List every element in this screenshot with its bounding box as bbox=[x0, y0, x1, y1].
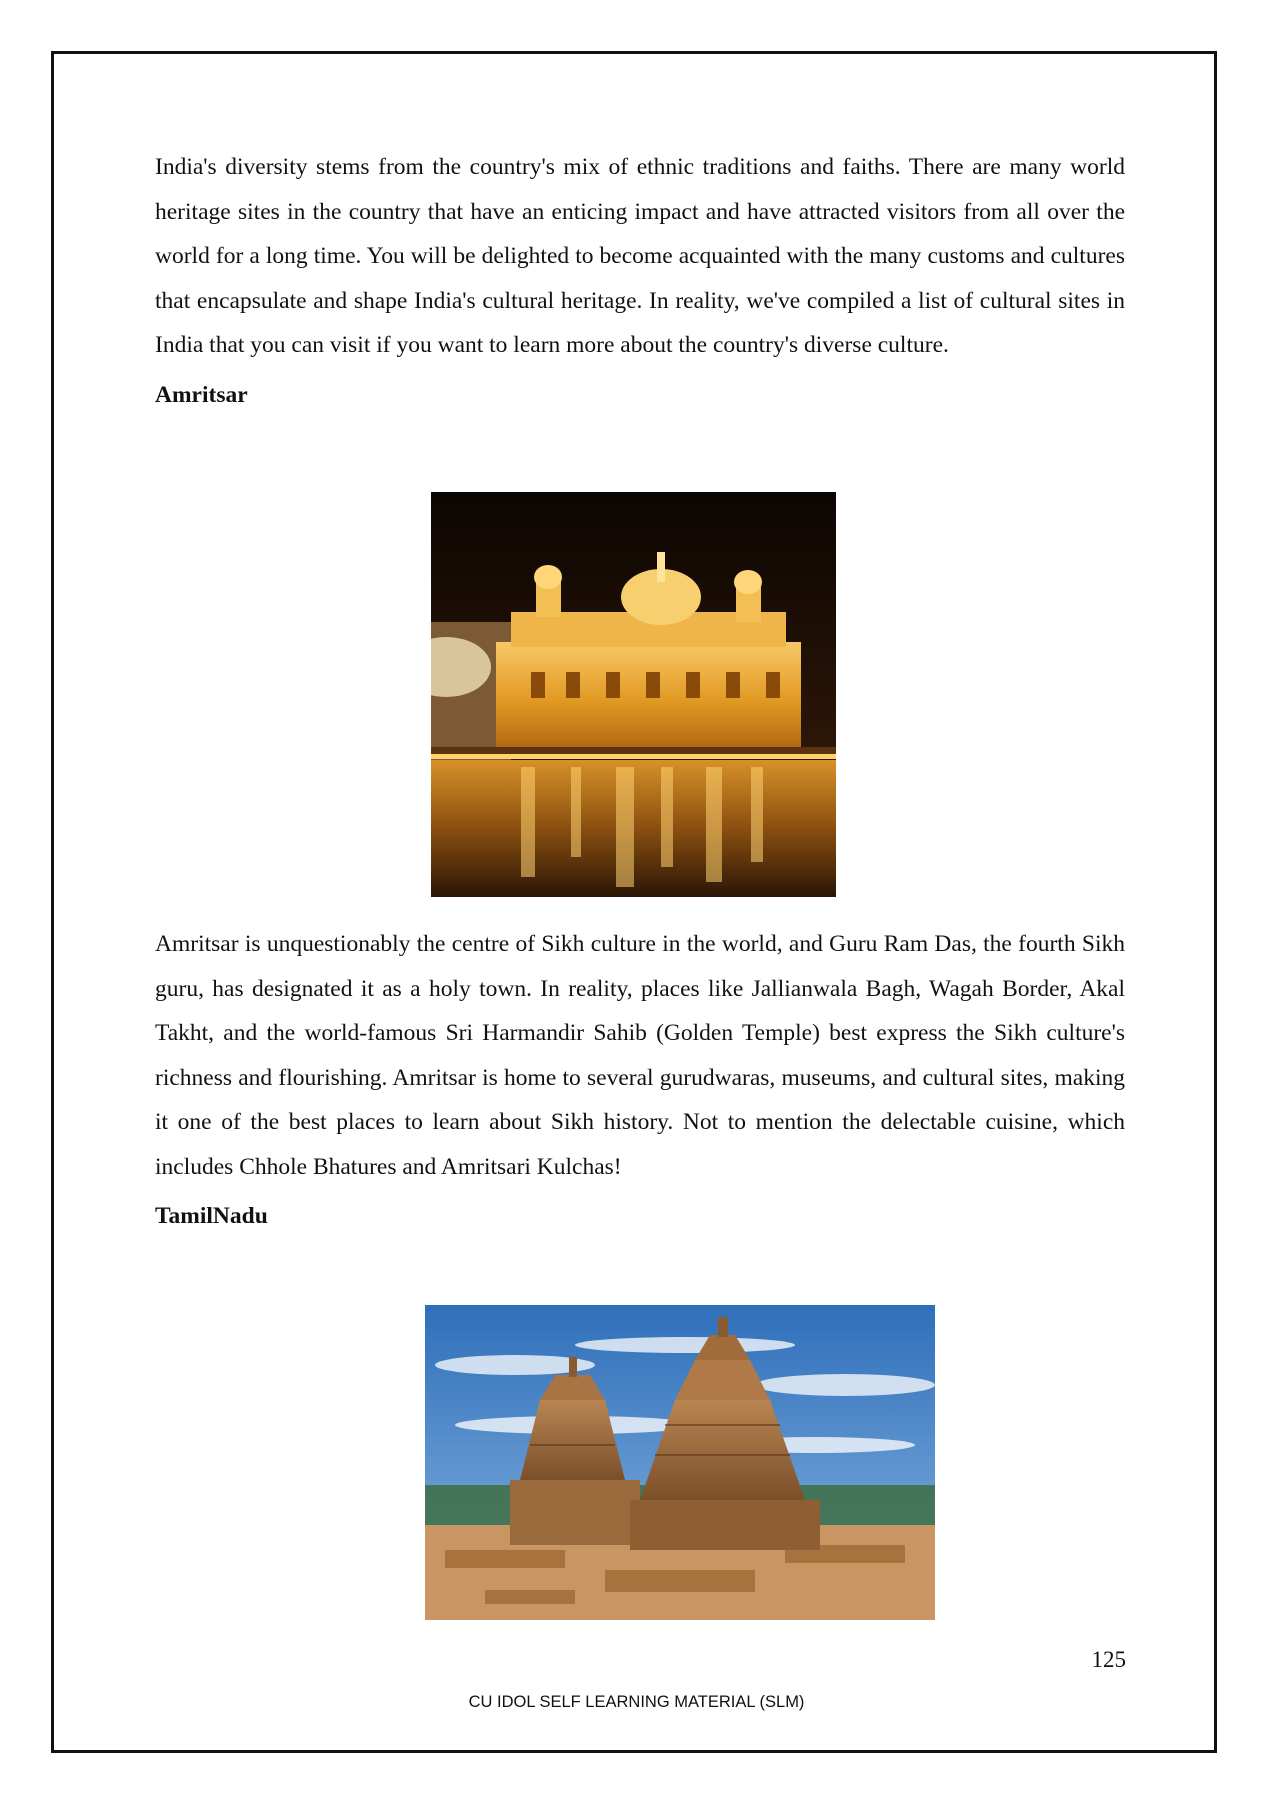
intro-paragraph: India's diversity stems from the country's mix of ethnic traditions and faiths. There are many world heritage sites in the country that have an enticing impact and have attracted visitors from all over the world for a long time. You will be delighted to become acquainted with the many customs and cultures that encapsulate and shape India's cultural heritage. In reality, we've compiled a list of cultural sites in India that you can visit if you want to learn more about the country's diverse culture. bbox=[155, 154, 1125, 358]
amritsar-content bbox=[155, 922, 1125, 1231]
golden-temple-photo bbox=[431, 492, 836, 897]
footer-text: CU IDOL SELF LEARNING MATERIAL (SLM) bbox=[468, 1693, 805, 1711]
page-number: 125 bbox=[1091, 1647, 1126, 1672]
section-heading-amritsar: Amritsar bbox=[155, 381, 248, 408]
shore-temple-photo bbox=[425, 1305, 935, 1620]
amritsar-paragraph: Amritsar is unquestionably the centre of Sikh culture in the world, and Guru Ram Das, the fourth Sikh guru, has designated it as a holy town. In reality, places like Jallianwala Bagh, Wagah Border, Akal Takht, and the world-famous Sri Harmandir Sahib (Golden Temple) best express the Sikh culture's richness and flourishing. Amritsar is home to several gurudwaras, museums, and cultural sites, making it one of the best places to learn about Sikh history. Not to mention the delectable cuisine, which includes Chhole Bhatures and Amritsari Kulchas! bbox=[155, 931, 1125, 1180]
page-content bbox=[155, 145, 1125, 410]
section-heading-tamilnadu: TamilNadu bbox=[155, 1203, 268, 1229]
